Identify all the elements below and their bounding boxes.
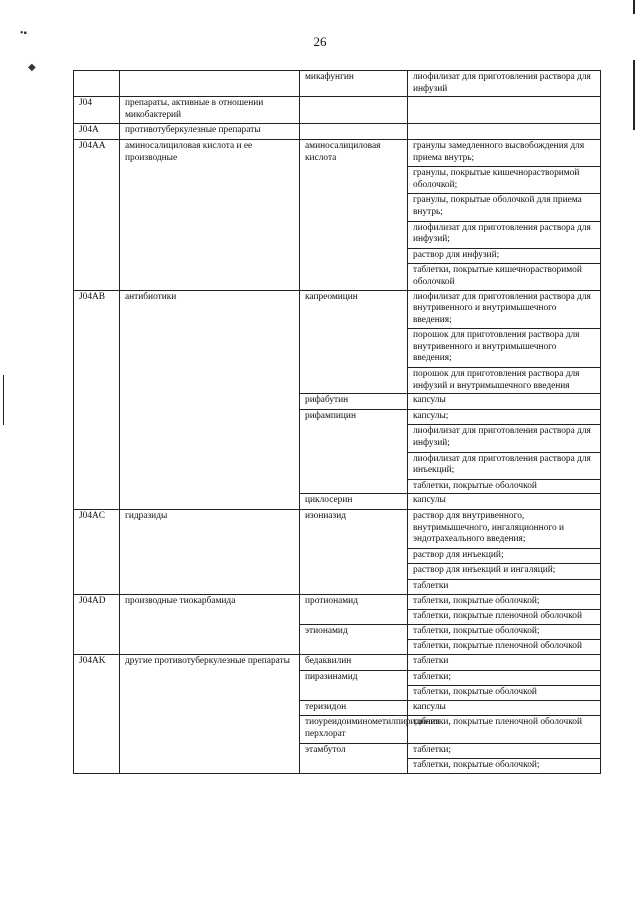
dosage-form-item: раствор для инфузий; [408,248,600,262]
dosage-form-item: лиофилизат для приготовления раствора для инфузий [413,72,591,94]
drug-name-cell: тиоуреидоиминометилпиридиния перхлорат [300,716,408,743]
dosage-form-item: капсулы [413,495,446,506]
scan-mark: ◆ [28,62,36,73]
dosage-form-item: таблетки, покрытые оболочкой; [408,758,600,772]
drug-name-cell: протионамид [300,594,408,624]
dosage-form-item: капсулы [413,701,446,712]
scan-edge-line [633,60,635,130]
dosage-form-item: таблетки, покрытые оболочкой; [413,595,540,606]
dosage-forms-cell [408,139,601,290]
atc-code-cell: J04AB [74,290,120,510]
group-name-cell [120,71,300,97]
scan-edge-line [3,375,4,425]
dosage-form-item: порошок для приготовления раствора для внутривенного и внутримышечного введения; [408,328,600,365]
atc-code-cell [74,71,120,97]
table-row [74,139,601,290]
table-row [74,97,601,124]
dosage-form-item: таблетки; [413,744,452,755]
drug-name-cell [300,97,408,124]
dosage-forms-cell [408,624,601,654]
dosage-form-item: таблетки [408,579,600,593]
dosage-forms-cell [408,97,601,124]
dosage-forms-cell [408,700,601,716]
dosage-forms-cell [408,510,601,595]
dosage-form-item: таблетки; [413,671,452,682]
atc-code-cell: J04AD [74,594,120,654]
dosage-form-item: капсулы; [413,410,449,421]
drug-name-cell [300,124,408,140]
drug-name-cell: капреомицин [300,290,408,394]
dosage-form-item: раствор для инъекций и ингаляций; [408,563,600,577]
atc-code-cell: J04 [74,97,120,124]
drug-name-cell: изониазид [300,510,408,595]
atc-code-cell: J04A [74,124,120,140]
dosage-form-item: гранулы, покрытые оболочкой для приема внутрь; [408,193,600,218]
dosage-form-item: гранулы замедленного высвобождения для приема внутрь; [413,140,585,163]
dosage-forms-cell [408,394,601,410]
dosage-form-item: капсулы [413,395,446,406]
dosage-forms-cell [408,409,601,494]
drug-name-cell: рифампицин [300,409,408,494]
dosage-form-item: таблетки, покрытые пленочной оболочкой [408,639,600,653]
table-row [74,290,601,394]
atc-code-cell: J04AA [74,139,120,290]
dosage-forms-cell [408,124,601,140]
dosage-form-item: таблетки [413,655,449,666]
table-row [74,71,601,97]
drug-name-cell: этионамид [300,624,408,654]
drug-name-cell: этамбутол [300,743,408,773]
table-row [74,124,601,140]
dosage-form-item: лиофилизат для приготовления раствора для инфузий; [408,221,600,246]
table-row [74,594,601,624]
dosage-form-item: порошок для приготовления раствора для инфузий и внутримышечного введения [408,367,600,392]
dosage-form-item: лиофилизат для приготовления раствора для инъекций; [408,452,600,477]
drug-name-cell: циклосерин [300,494,408,510]
dosage-form-item: таблетки, покрытые пленочной оболочкой [413,717,582,728]
group-name-cell: препараты, активные в отношении микобактерий [120,97,300,124]
dosage-forms-cell [408,290,601,394]
medication-table [73,70,601,774]
dosage-form-item: таблетки, покрытые оболочкой [408,479,600,493]
drug-name-cell: микафунгин [300,71,408,97]
group-name-cell: другие противотуберкулезные препараты [120,654,300,773]
dosage-form-item: раствор для инъекций; [408,548,600,562]
drug-name-cell: теризидон [300,700,408,716]
drug-name-cell: рифабутин [300,394,408,410]
dosage-form-item: таблетки, покрытые пленочной оболочкой [408,609,600,623]
scan-edge-line [633,0,635,14]
dosage-forms-cell [408,654,601,670]
group-name-cell: аминосалициловая кислота и ее производные [120,139,300,290]
group-name-cell: производные тиокарбамида [120,594,300,654]
table-row [74,510,601,595]
atc-code-cell: J04AC [74,510,120,595]
dosage-form-item: таблетки, покрытые оболочкой [408,685,600,699]
dosage-form-item: таблетки, покрытые оболочкой; [413,625,540,636]
drug-name-cell: пиразинамид [300,670,408,700]
dosage-forms-cell [408,494,601,510]
drug-name-cell: бедаквилин [300,654,408,670]
dosage-forms-cell [408,670,601,700]
group-name-cell: противотуберкулезные препараты [120,124,300,140]
scan-mark-top: •▪ [20,28,28,39]
group-name-cell: антибиотики [120,290,300,510]
atc-code-cell: J04AK [74,654,120,773]
dosage-form-item: лиофилизат для приготовления раствора для внутривенного и внутримышечного введения; [413,291,591,325]
drug-name-cell: аминосалициловая кислота [300,139,408,290]
dosage-form-item: гранулы, покрытые кишечнорастворимой оболочкой; [408,166,600,191]
group-name-cell: гидразиды [120,510,300,595]
dosage-form-item: таблетки, покрытые кишечнорастворимой оболочкой [408,263,600,288]
dosage-forms-cell [408,71,601,97]
dosage-forms-cell [408,743,601,773]
dosage-form-item: лиофилизат для приготовления раствора для инфузий; [408,424,600,449]
dosage-forms-cell [408,594,601,624]
table-row [74,654,601,670]
dosage-form-item: раствор для внутривенного, внутримышечного, ингаляционного и эндотрахеального введения; [413,511,565,545]
dosage-forms-cell [408,716,601,743]
page-number: 26 [313,34,327,49]
